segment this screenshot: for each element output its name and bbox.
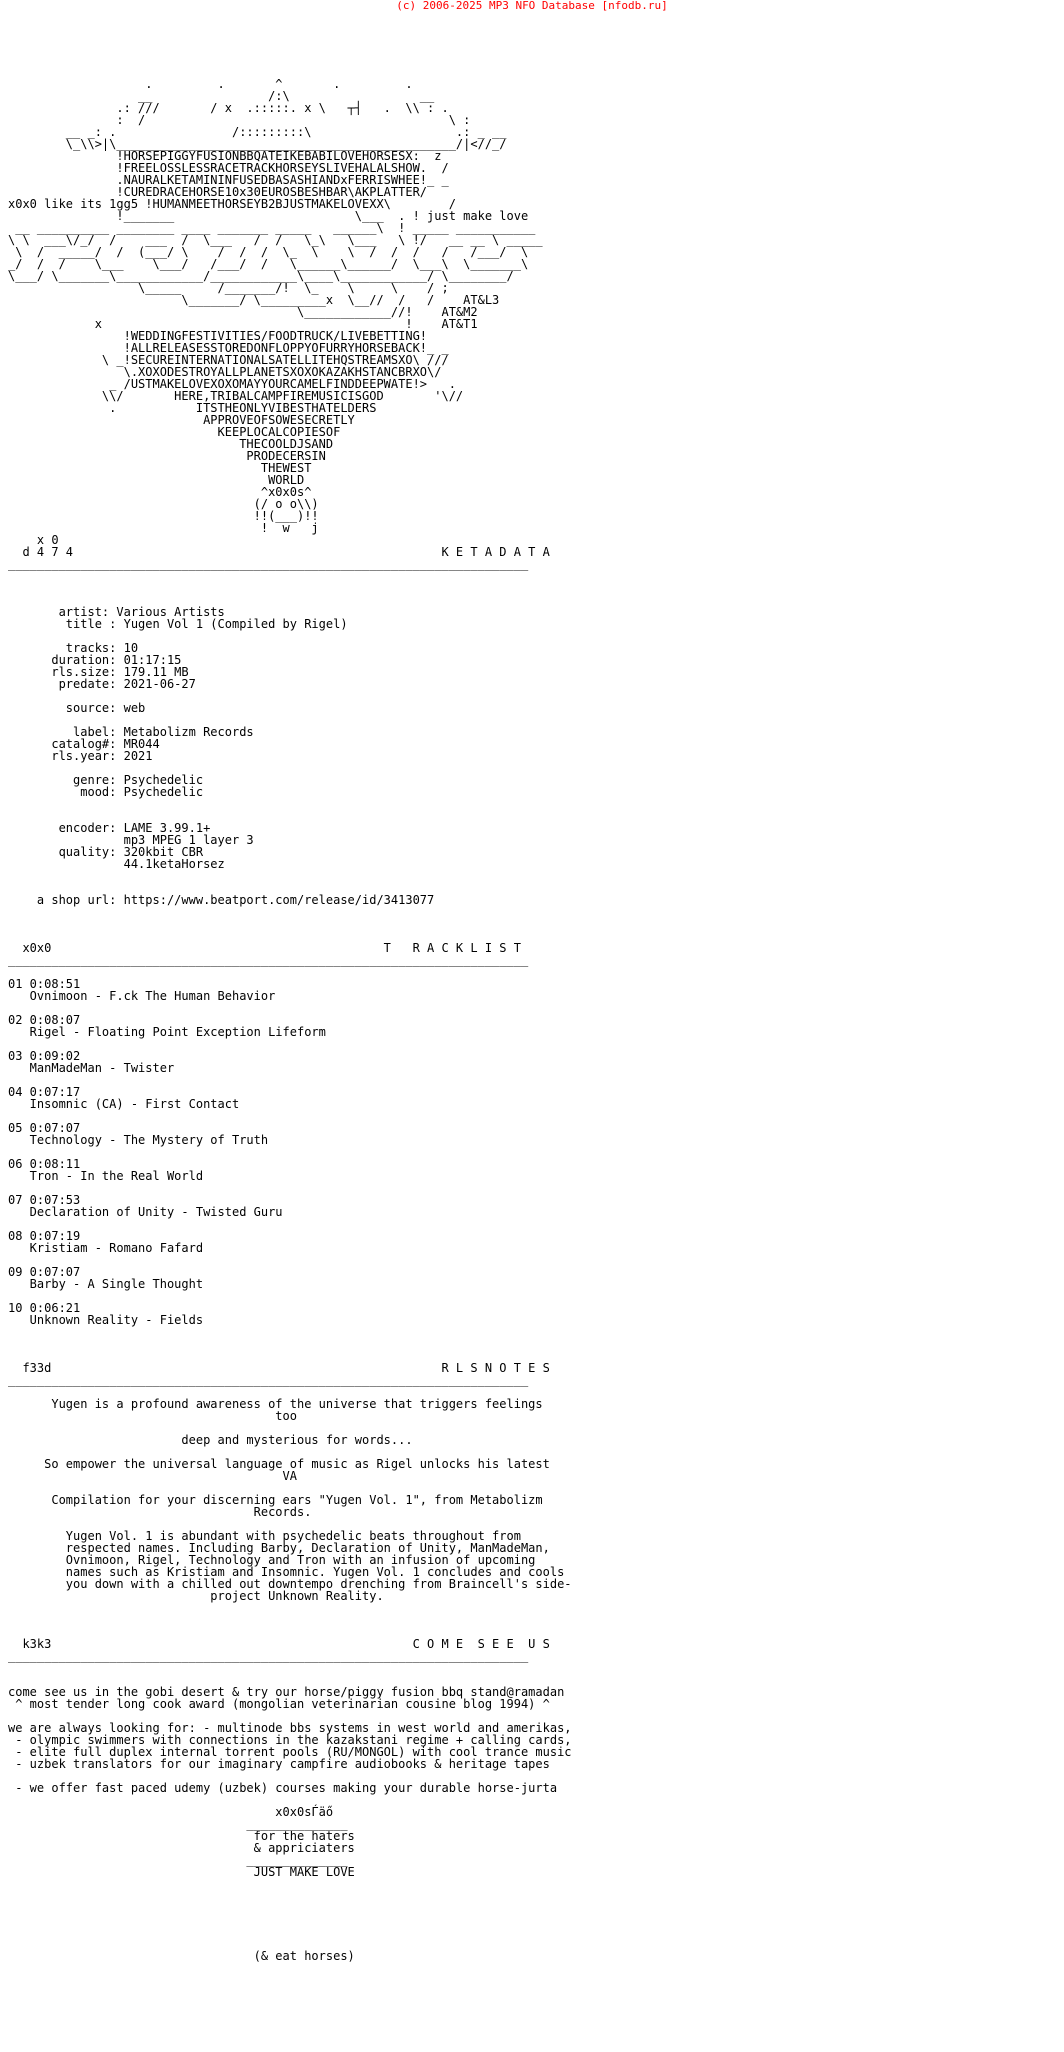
nfo-text-body: . . ^ . . __ /:\ __ .: /// / x .:::::. x \ ┬┤ . \\ : . : / \ : __ _: . /:::::::::\ .: _ __ \_\\>|\_______________________________________________/|<//_/ !HORSEPIGGYFUSIONBBQATEIKEBABILOVEHORSESX: z !FREELOSSLESSRACETRACKHORSEYSLIVEHALALSHOW. / .NAURALKETAMININFUSEDBASASHIANDxFERRISWHEE!_ _ !CUREDRACEHORSE10x30EUROSBESHBAR\AKPLATTER/ x0x0 like its 1gg5 !HUMANMEETHORSEYB2BJUSTMAKELOVEXX\ / !_______ \___ . ! just make love __ __________ ________ ____ _______ _____ ______\ ! _____ ___________ \ \ ___\/_/ / ___ / \___ / / \_\ \___ \ !/ __ __ \ _____ \ / _____/ / (___/ \ / / / \_ \ \ / / / / /___/ \ _/ / / \___ \___/ /___/ / \______\______/ \___\ \_______\ \___/ \_______\____________/____________\____\____________/ \________/ \_____ /_______/! \_ \ \ / ; \_______/ \_________x \__// / / AT&L3 \____________//! AT&M2 x ! AT&T1 !WEDDINGFESTIVITIES/FOODTRUCK/LIVEBETTING! !ALLRELEASESSTOREDONFLOPPYOFURRYHORSEBACK!_ _ \ _!SECUREINTERNATIONALSATELLITEHQSTREAMSXO\ /// \.XOXODESTROYALLPLANETSXOXOKAZAKHSTANCBRXO\/ _ /USTMAKELOVEXOXOMAYYOURCAMELFINDDEEPWATE!> . \\/ HERE,TRIBALCAMPFIREMUSICISGOD '\// . ITSTHEONLYVIBESTHATELDERS APPROVEOFSOWESECRETLY KEEPLOCALCOPIESOF THECOOLDJSAND PRODECERSIN THEWEST WORLD ^x0x0s^ (/ o o\\) !!(___)!! ! w j x 0 d 4 7 4 K E T A D A T A ________________________________________________________________________ artist: Various Artists title : Yugen Vol 1 (Compiled by Rigel) tracks: 10 duration: 01:17:15 rls.size: 179.11 MB predate: 2021-06-27 source: web label: Metabolizm Records catalog#: MR044 rls.year: 2021 genre: Psychedelic mood: Psychedelic encoder: LAME 3.99.1+ mp3 MPEG 1 layer 3 quality: 320kbit CBR 44.1ketaHorsez a shop url: https://www.beatport.com/release/id/3413077 x0x0 T R A C K L I S T ________________________________________________________________________ 01 0:08:51 Ovnimoon - F.ck The Human Behavior 02 0:08:07 Rigel - Floating Point Exception Lifeform 03 0:09:02 ManMadeMan - Twister 04 0:07:17 Insomnic (CA) - First Contact 05 0:07:07 Technology - The Mystery of Truth 06 0:08:11 Tron - In the Real World 07 0:07:53 Declaration of Unity - Twisted Guru 08 0:07:19 Kristiam - Romano Fafard 09 0:07:07 Barby - A Single Thought 10 0:06:21 Unknown Reality - Fields f33d R L S N O T E S ________________________________________________________________________ Yugen is a profound awareness of the universe that triggers feelings too deep and mysterious for words... So empower the universal language of music as Rigel unlocks his latest VA Compilation for your discerning ears "Yugen Vol. 1", from Metabolizm Records. Yugen Vol. 1 is abundant with psychedelic beats throughout from respected names. Including Barby, Declaration of Unity, ManMadeMan, Ovnimoon, Rigel, Technology and Tron with an infusion of upcoming names such as Kristiam and Insomnic. Yugen Vol. 1 concludes and cools you down with a chilled out downtempo drenching from Braincell's side- project Unknown Reality. k3k3 C O M E S E E U S ________________________________________________________________________ come see us in the gobi desert & try our horse/piggy fusion bbq stand@ramadan ^ most tender long cook award (mongolian veterinarian cousine blog 1994) ^ we are always looking for: - multinode bbs systems in west world and amerikas, - olympic swimmers with connections in the kazakstani regime + calling cards, - elite full duplex internal torrent pools (RU/MONGOL) with cool trance music - uzbek translators for our imaginary campfire audiobooks & heritage tapes - we offer fast paced udemy (uzbek) courses making your durable horse-jurta x0x0sЃäő ______________ for the haters & appriciaters ______________ JUST MAKE LOVE (& eat horses) bbox=[8, 77, 572, 1963]
nfodb-credit-link[interactable]: (c) 2006-2025 MP3 NFO Database [nfodb.ru] bbox=[396, 0, 668, 12]
